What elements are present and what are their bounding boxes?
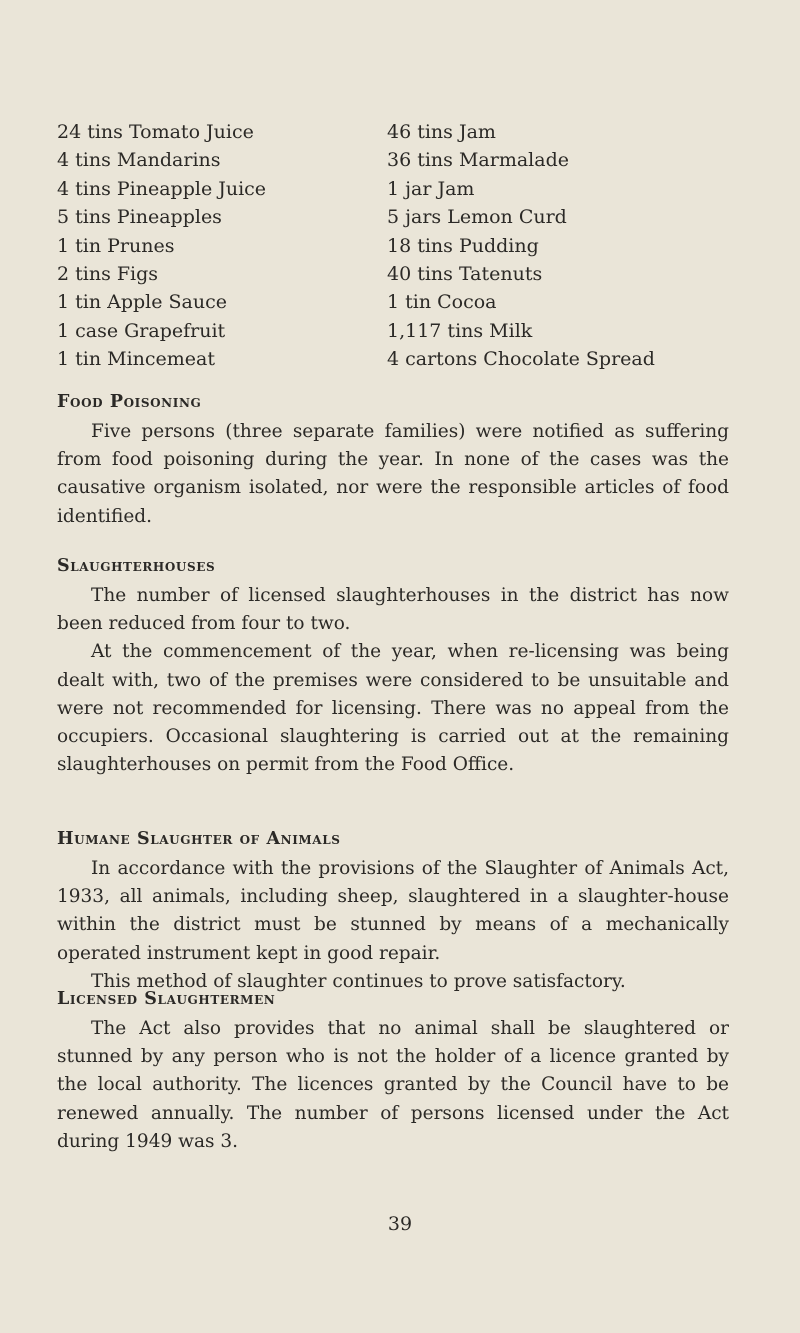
items-column-left (57, 118, 387, 374)
donated-items-list (57, 118, 707, 374)
list-item: 5 jars Lemon Curd (387, 206, 567, 229)
paragraph: The Act also provides that no animal shall be slaughtered or stunned by any person who is not the holder of a licence granted by the local authority. The licences granted by the Council have to be renewed annually. The number of persons licensed under the Act during 1949 was 3. (57, 1018, 729, 1152)
page-number: 39 (387, 1213, 413, 1235)
section-slaughterhouses (57, 553, 729, 779)
list-item: 24 tins Tomato Juice (57, 121, 254, 143)
list-item: 1 tin Apple Sauce (57, 291, 227, 314)
section-heading: Humane Slaughter of Animals (57, 829, 341, 849)
list-item: 18 tins Pudding (387, 234, 539, 257)
section-humane-slaughter (57, 826, 729, 996)
paragraph: In accordance with the provisions of the Slaughter of Animals Act, 1933, all animals, including sheep, slaughtered in a slaughter-house within the district must be stunned by means of a mechanically operated instrument kept in good repair. (57, 858, 729, 964)
list-item: 40 tins Tatenuts (387, 263, 543, 286)
list-item: 1 tin Prunes (57, 234, 175, 257)
list-item: 1,117 tins Milk (387, 319, 533, 342)
list-item: 1 jar Jam (387, 177, 475, 200)
section-heading: Slaughterhouses (57, 556, 216, 576)
items-column-right (387, 118, 707, 374)
paragraph: The number of licensed slaughterhouses in the district has now been reduced from four to two. (57, 585, 729, 635)
list-item: 4 cartons Chocolate Spread (387, 348, 655, 371)
list-item: 36 tins Marmalade (387, 149, 569, 172)
list-item: 4 tins Pineapple Juice (57, 177, 267, 200)
list-item: 46 tins Jam (387, 121, 496, 143)
list-item: 1 tin Mincemeat (57, 348, 215, 371)
list-item: 2 tins Figs (57, 263, 159, 286)
paragraph: At the commencement of the year, when re-licensing was being dealt with, two of the premises were considered to be unsuitable and were not recommended for licensing. There was no appeal from the occupiers. Occasional slaughtering is carried out at the remaining slaughterhouses on permit from the Food Office. (57, 641, 729, 776)
list-item: 4 tins Mandarins (57, 149, 221, 172)
list-item: 1 tin Cocoa (387, 291, 497, 314)
list-item: 1 case Grapefruit (57, 319, 226, 342)
section-heading: Food Poisoning (57, 392, 202, 412)
section-heading: Licensed Slaughtermen (57, 989, 276, 1009)
paragraph: This method of slaughter continues to prove satisfactory. (91, 970, 626, 992)
section-food-poisoning (57, 389, 729, 531)
paragraph: Five persons (three separate families) were notified as suffering from food poisoning during the year. In none of the cases was the causative organism isolated, nor were the responsible articles of food identified. (57, 421, 729, 527)
list-item: 5 tins Pineapples (57, 206, 222, 229)
section-licensed-slaughtermen (57, 986, 729, 1156)
